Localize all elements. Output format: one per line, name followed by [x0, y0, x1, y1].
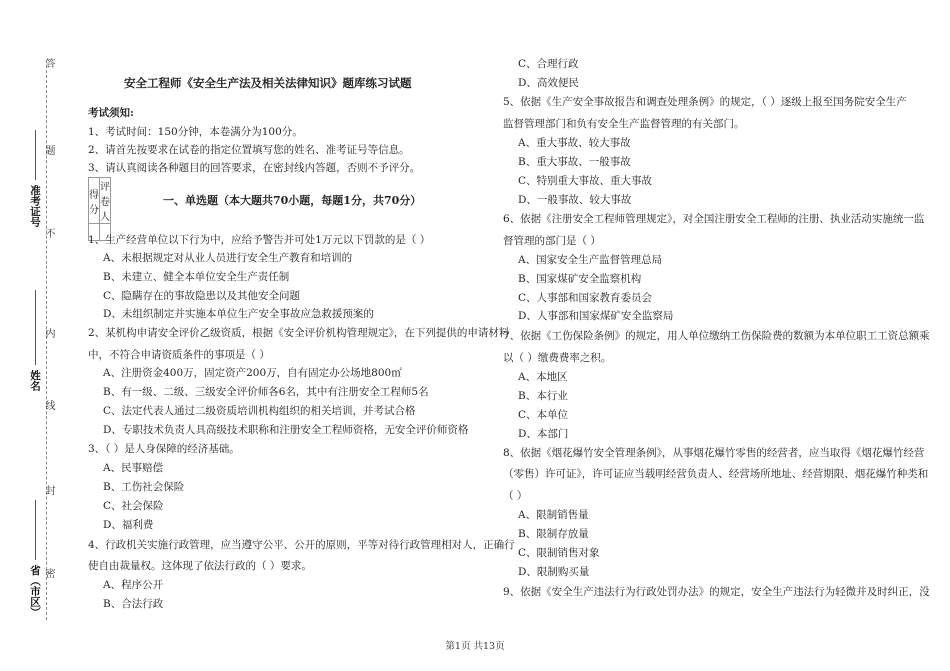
question-line: 7、依据《工伤保险条例》的规定，用人单位缴纳工伤保险费的数额为本单位职工工资总额乘: [503, 330, 930, 342]
option-line: A、本地区: [518, 371, 568, 383]
score-cell-label: 得分: [89, 178, 100, 224]
question-line: 监督管理部门和负有安全生产监督管理的有关部门。: [503, 118, 745, 130]
option-line: B、有一级、二级、三级安全评价师各6名，其中有注册安全工程师5名: [103, 386, 429, 398]
section-heading: 一、单选题（本大题共70小题，每题1分，共70分）: [163, 194, 422, 207]
question-line: 2、某机构申请安全评价乙级资质，根据《安全评价机构管理规定》，在下列提供的申请材料: [88, 327, 510, 339]
seal-word-mi: 密: [43, 568, 54, 578]
question-line: 中，不符合申请资质条件的事项是（ ）: [88, 349, 270, 361]
question-line: （零售）许可证》，许可证应当载明经营负责人、经营场所地址、经营期限、烟花爆竹种类和: [503, 468, 929, 480]
option-line: D、未组织制定并实施本单位生产安全事故应急救援预案的: [103, 308, 374, 320]
option-line: B、本行业: [518, 390, 568, 402]
province-underline: [35, 500, 36, 560]
name-underline: [35, 290, 36, 365]
candidate-number-underline: [35, 130, 36, 180]
question-line: 督管理的部门是（ ）: [503, 235, 601, 247]
option-line: A、国家安全生产监督管理总局: [518, 254, 663, 266]
seal-word-feng: 封: [43, 485, 54, 495]
option-line: D、人事部和国家煤矿安全监察局: [518, 310, 674, 322]
option-line: B、国家煤矿安全监察机构: [518, 273, 642, 285]
score-table: [88, 177, 111, 241]
question-line: 8、依据《烟花爆竹安全管理条例》，从事烟花爆竹零售的经营者，应当取得《烟花爆竹经营: [503, 447, 925, 459]
notice-item: 3、请认真阅读各种题目的回答要求，在密封线内答题，否则不予评分。: [88, 162, 421, 174]
option-line: C、合理行政: [518, 58, 579, 70]
question-line: 5、依据《生产安全事故报告和调查处理条例》的规定，（ ）逐级上报至国务院安全生产: [503, 96, 907, 108]
question-line: 使自由裁量权。这体现了依法行政的（ ）要求。: [88, 560, 312, 572]
option-line: C、特别重大事故、重大事故: [518, 175, 653, 187]
option-line: D、一般事故、较大事故: [518, 194, 632, 206]
option-line: C、本单位: [518, 409, 569, 421]
page-title: 安全工程师《安全生产法及相关法律知识》题库练习试题: [124, 76, 412, 90]
option-line: A、限制销售量: [518, 509, 589, 521]
seal-word-da: 答: [43, 58, 54, 68]
question-line: 3、（ ）是人身保障的经济基础。: [88, 443, 240, 455]
question-line: 4、行政机关实施行政管理，应当遵守公平、公开的原则，平等对待行政管理相对人，正确行: [88, 539, 515, 551]
option-line: A、民事赔偿: [103, 462, 164, 474]
option-line: D、本部门: [518, 428, 569, 440]
option-line: B、未建立、健全本单位安全生产责任制: [103, 271, 290, 283]
question-line: 以（ ）缴费费率之积。: [503, 352, 612, 364]
question-line: 9、依据《安全生产违法行为行政处罚办法》的规定，安全生产违法行为轻微并及时纠正，没: [503, 586, 930, 598]
notice-item: 2、请首先按要求在试卷的指定位置填写您的姓名、准考证号等信息。: [88, 144, 410, 156]
question-line: 1、生产经营单位以下行为中，应给予警告并可处1万元以下罚款的是（ ）: [88, 234, 431, 246]
question-line: （ ）: [503, 490, 528, 502]
option-line: B、重大事故、一般事故: [518, 156, 631, 168]
notice-item: 1、考试时间：150分钟，本卷满分为100分。: [88, 126, 303, 138]
option-line: D、福利费: [103, 519, 154, 531]
option-line: B、限制存放量: [518, 528, 589, 540]
seal-word-nei: 内: [43, 328, 54, 338]
seal-word-ti: 题: [43, 145, 54, 155]
candidate-number-label: 准考证号: [29, 185, 41, 227]
option-line: C、法定代表人通过二级资质培训机构组织的相关培训，并考试合格: [103, 405, 416, 417]
option-line: D、限制购买量: [518, 566, 590, 578]
binding-margin: [0, 0, 80, 671]
option-line: B、合法行政: [103, 598, 164, 610]
seal-word-xian: 线: [43, 400, 54, 410]
grader-cell-label: 评卷人: [100, 178, 111, 224]
option-line: A、重大事故、较大事故: [518, 137, 631, 149]
option-line: D、高效便民: [518, 77, 579, 89]
page-footer: 第1页 共13页: [445, 641, 505, 652]
option-line: B、工伤社会保险: [103, 481, 185, 493]
question-line: 6、依据《注册安全工程师管理规定》，对全国注册安全工程师的注册、执业活动实施统一监: [503, 213, 925, 225]
seal-dashed-line: [46, 60, 47, 620]
notice-heading: 考试须知:: [88, 107, 134, 119]
option-line: A、程序公开: [103, 579, 164, 591]
option-line: A、注册资金400万，固定资产200万，自有固定办公场地800㎡: [103, 367, 402, 379]
option-line: D、专职技术负责人具高级技术职称和注册安全工程师资格，无安全评价师资格: [103, 424, 469, 436]
name-label: 姓名: [29, 370, 41, 391]
province-label: 省（市区）: [29, 565, 41, 618]
option-line: C、社会保险: [103, 500, 164, 512]
option-line: A、未根据规定对从业人员进行安全生产教育和培训的: [103, 252, 353, 264]
option-line: C、人事部和国家教育委员会: [518, 292, 653, 304]
seal-word-bu: 不: [43, 228, 54, 238]
option-line: C、限制销售对象: [518, 547, 600, 559]
option-line: C、隐瞒存在的事故隐患以及其他安全问题: [103, 290, 301, 302]
